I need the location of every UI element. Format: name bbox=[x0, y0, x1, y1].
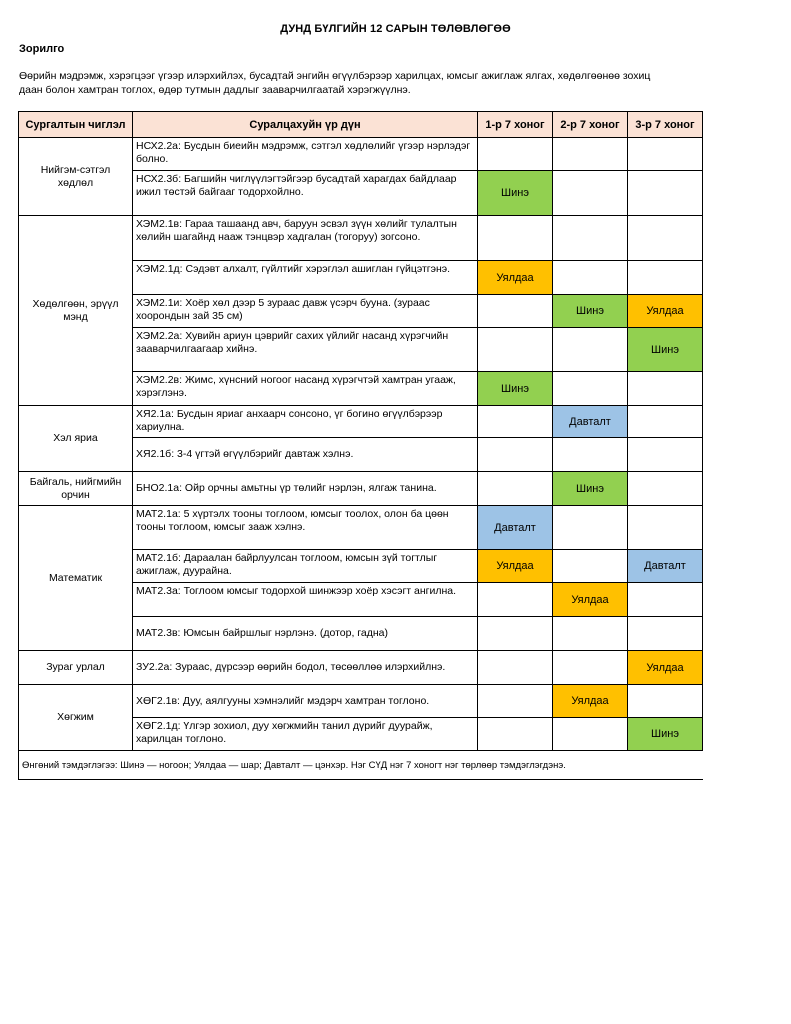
week-cell bbox=[628, 583, 703, 617]
week-cell bbox=[628, 617, 703, 651]
week-cell bbox=[628, 406, 703, 438]
mark-uyldaa: Уялдаа bbox=[478, 261, 553, 295]
mark-shine: Шинэ bbox=[478, 372, 553, 406]
mark-shine: Шинэ bbox=[628, 718, 703, 751]
area-cell: Математик bbox=[19, 506, 133, 651]
plan-table bbox=[18, 111, 703, 780]
area-cell: Хөгжим bbox=[19, 685, 133, 751]
mark-uyldaa: Уялдаа bbox=[553, 685, 628, 718]
outcome-cell: МАТ2.3в: Юмсын байршлыг нэрлэнэ. (дотор, гадна) bbox=[133, 617, 478, 651]
outcome-cell: ХЯ2.1б: 3-4 үгтэй өгүүлбэрийг давтаж хэлнэ. bbox=[133, 438, 478, 472]
outcome-cell: ХЯ2.1а: Бусдын яриаг анхаарч сонсоно, үг богино өгүүлбэрээр хариулна. bbox=[133, 406, 478, 438]
header-week-2: 2-р 7 хоног bbox=[553, 112, 628, 138]
week-cell bbox=[628, 438, 703, 472]
page-title: ДУНД БҮЛГИЙН 12 САРЫН ТӨЛӨВЛӨГӨӨ bbox=[280, 23, 511, 35]
table-row bbox=[19, 472, 703, 506]
week-cell bbox=[628, 685, 703, 718]
week-cell bbox=[553, 328, 628, 372]
week-cell bbox=[628, 216, 703, 261]
outcome-cell: ХЭМ2.1в: Гараа ташаанд авч, баруун эсвэл зүүн хөлийг тулалтын хөлийн шагайнд нааж тэнцвэр хадгалан (тогоруу) зогсоно. bbox=[133, 216, 478, 261]
mark-davtalt: Давталт bbox=[628, 550, 703, 583]
week-cell bbox=[478, 328, 553, 372]
week-cell bbox=[628, 261, 703, 295]
area-cell: Нийгэм-сэтгэл хөдлөл bbox=[19, 138, 133, 216]
table-row bbox=[19, 506, 703, 550]
outcome-cell: НСХ2.3б: Багшийн чиглүүлэгтэйгээр бусадтай харагдах байдлаар ижил төстэй байгааг тодорхойлно. bbox=[133, 171, 478, 216]
week-cell bbox=[478, 406, 553, 438]
week-cell bbox=[553, 216, 628, 261]
outcome-cell: ХӨГ2.1д: Үлгэр зохиол, дуу хөгжмийн танил дүрийг дуурайж, харилцан тоглоно. bbox=[133, 718, 478, 751]
week-cell bbox=[628, 472, 703, 506]
mark-davtalt: Давталт bbox=[478, 506, 553, 550]
mark-shine: Шинэ bbox=[553, 295, 628, 328]
week-cell bbox=[553, 171, 628, 216]
header-area: Сургалтын чиглэл bbox=[19, 112, 133, 138]
week-cell bbox=[628, 372, 703, 406]
header-week-1: 1-р 7 хоног bbox=[478, 112, 553, 138]
area-cell: Хөдөлгөөн, эрүүл мэнд bbox=[19, 216, 133, 406]
outcome-cell: ХЭМ2.1д: Сэдэвт алхалт, гүйлтийг хэрэглэл ашиглан гүйцэтгэнэ. bbox=[133, 261, 478, 295]
week-cell bbox=[553, 438, 628, 472]
mark-shine: Шинэ bbox=[628, 328, 703, 372]
week-cell bbox=[478, 216, 553, 261]
area-cell: Хэл яриа bbox=[19, 406, 133, 472]
mark-shine: Шинэ bbox=[553, 472, 628, 506]
goal-line-1: Өөрийн мэдрэмж, хэрэгцээг үгээр илэрхийлэх, бусадтай энгийн өгүүлбэрээр харилцах, юмсыг ажиглаж ялгах, хөдөлгөөнөө зохиц bbox=[19, 70, 651, 82]
week-cell bbox=[628, 506, 703, 550]
week-cell bbox=[553, 138, 628, 171]
week-cell bbox=[478, 718, 553, 751]
goal-text bbox=[19, 69, 702, 97]
table-header-row bbox=[19, 112, 703, 138]
table-row bbox=[19, 138, 703, 171]
week-cell bbox=[553, 651, 628, 685]
outcome-cell: МАТ2.1а: 5 хүртэлх тооны тоглоом, юмсыг тоолох, олон ба цөөн тооны тоглоом, юмсыг зааж хэлнэ. bbox=[133, 506, 478, 550]
week-cell bbox=[478, 685, 553, 718]
goal-heading: Зорилго bbox=[19, 43, 65, 55]
header-outcome: Суралцахуйн үр дүн bbox=[133, 112, 478, 138]
week-cell bbox=[478, 651, 553, 685]
table-row bbox=[19, 651, 703, 685]
header-week-3: 3-р 7 хоног bbox=[628, 112, 703, 138]
table-row bbox=[19, 685, 703, 718]
outcome-cell: ХӨГ2.1в: Дуу, аялгууны хэмнэлийг мэдэрч хамтран тоглоно. bbox=[133, 685, 478, 718]
week-cell bbox=[478, 295, 553, 328]
outcome-cell: ХЭМ2.1и: Хоёр хөл дээр 5 зураас давж үсэрч бууна. (зураас хоорондын зай 35 см) bbox=[133, 295, 478, 328]
outcome-cell: МАТ2.3а: Тоглоом юмсыг тодорхой шинжээр хоёр хэсэгт ангилна. bbox=[133, 583, 478, 617]
area-cell: Байгаль, нийгмийн орчин bbox=[19, 472, 133, 506]
week-cell bbox=[553, 718, 628, 751]
outcome-cell: ЗУ2.2а: Зураас, дүрсээр өөрийн бодол, төсөөллөө илэрхийлнэ. bbox=[133, 651, 478, 685]
table-row bbox=[19, 406, 703, 438]
area-cell: Зураг урлал bbox=[19, 651, 133, 685]
color-legend: Өнгөний тэмдэглэгээ: Шинэ — ногоон; Уялдаа — шар; Давталт — цэнхэр. Нэг СҮД нэг 7 хоногт нэг төрлөөр тэмдэглэгдэнэ. bbox=[19, 751, 703, 780]
table-row bbox=[19, 216, 703, 261]
mark-uyldaa: Уялдаа bbox=[628, 651, 703, 685]
week-cell bbox=[553, 550, 628, 583]
mark-davtalt: Давталт bbox=[553, 406, 628, 438]
outcome-cell: МАТ2.1б: Дараалан байрлуулсан тоглоом, юмсын зүй тогтлыг ажиглаж, дуурайна. bbox=[133, 550, 478, 583]
week-cell bbox=[478, 138, 553, 171]
week-cell bbox=[478, 472, 553, 506]
goal-line-2: даан болон хамтран тоглох, өдөр тутмын дадлыг зааварчилгаатай хэрэгжүүлнэ. bbox=[19, 84, 411, 96]
outcome-cell: БНО2.1а: Ойр орчны амьтны үр төлийг нэрлэн, ялгаж танина. bbox=[133, 472, 478, 506]
week-cell bbox=[553, 261, 628, 295]
week-cell bbox=[553, 617, 628, 651]
week-cell bbox=[628, 171, 703, 216]
mark-uyldaa: Уялдаа bbox=[553, 583, 628, 617]
week-cell bbox=[478, 617, 553, 651]
week-cell bbox=[628, 138, 703, 171]
week-cell bbox=[553, 506, 628, 550]
week-cell bbox=[478, 583, 553, 617]
mark-uyldaa: Уялдаа bbox=[478, 550, 553, 583]
outcome-cell: НСХ2.2а: Бусдын биеийн мэдрэмж, сэтгэл хөдлөлийг үгээр нэрлэдэг болно. bbox=[133, 138, 478, 171]
mark-uyldaa: Уялдаа bbox=[628, 295, 703, 328]
mark-shine: Шинэ bbox=[478, 171, 553, 216]
week-cell bbox=[553, 372, 628, 406]
legend-row bbox=[19, 751, 703, 780]
outcome-cell: ХЭМ2.2в: Жимс, хүнсний ногоог насанд хүрэгчтэй хамтран угааж, хэрэглэнэ. bbox=[133, 372, 478, 406]
outcome-cell: ХЭМ2.2а: Хувийн ариун цэврийг сахих үйлийг насанд хүрэгчийн зааварчилгаагаар хийнэ. bbox=[133, 328, 478, 372]
week-cell bbox=[478, 438, 553, 472]
